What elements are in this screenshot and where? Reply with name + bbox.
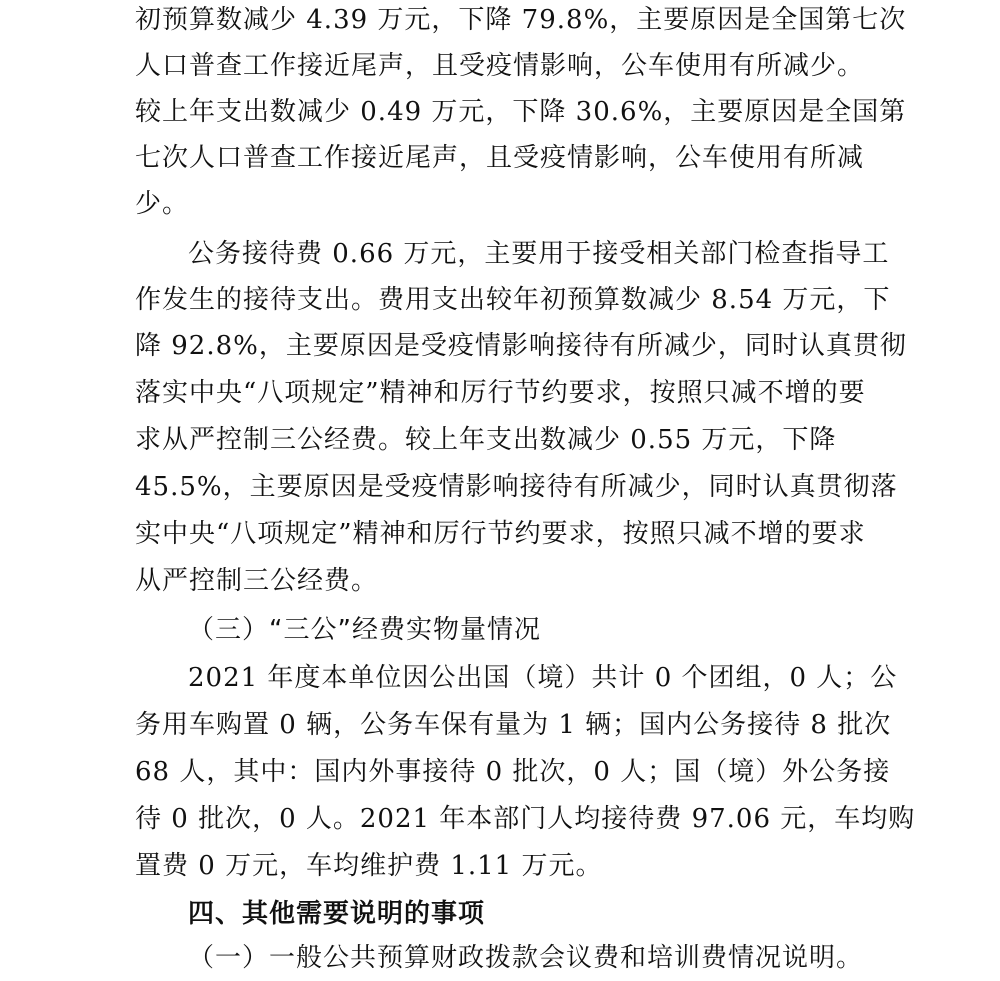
paragraph-line: 从严控制三公经费。: [135, 566, 379, 596]
paragraph-line: 公务接待费 0.66 万元，主要用于接受相关部门检查指导工: [188, 239, 890, 269]
paragraph-line: 实中央“八项规定”精神和厉行节约要求，按照只减不增的要求: [135, 519, 866, 549]
paragraph-line: 较上年支出数减少 0.49 万元，下降 30.6%，主要原因是全国第: [135, 97, 907, 127]
paragraph-line: 待 0 批次，0 人。2021 年本部门人均接待费 97.06 元，车均购: [135, 804, 916, 834]
paragraph-line: 七次人口普查工作接近尾声，且受疫情影响，公车使用有所减: [135, 143, 865, 173]
section-heading: 四、其他需要说明的事项: [188, 899, 486, 929]
paragraph-line: 置费 0 万元，车均维护费 1.11 万元。: [135, 851, 603, 881]
paragraph-line: 落实中央“八项规定”精神和厉行节约要求，按照只减不增的要: [135, 378, 866, 408]
paragraph-line: 降 92.8%，主要原因是受疫情影响接待有所减少，同时认真贯彻: [135, 331, 907, 361]
subsection-heading: （一）一般公共预算财政拨款会议费和培训费情况说明。: [188, 943, 864, 973]
paragraph-line: 45.5%，主要原因是受疫情影响接待有所减少，同时认真贯彻落: [135, 472, 898, 502]
paragraph-line: 求从严控制三公经费。较上年支出数减少 0.55 万元，下降: [135, 425, 837, 455]
paragraph-line: 务用车购置 0 辆，公务车保有量为 1 辆；国内公务接待 8 批次: [135, 710, 892, 740]
paragraph-line: 人口普查工作接近尾声，且受疫情影响，公车使用有所减少。: [135, 51, 865, 81]
paragraph-line: 初预算数减少 4.39 万元，下降 79.8%，主要原因是全国第七次: [135, 5, 907, 35]
paragraph-line: 作发生的接待支出。费用支出较年初预算数减少 8.54 万元，下: [135, 285, 891, 315]
paragraph-line: 2021 年度本单位因公出国（境）共计 0 个团组，0 人；公: [188, 663, 898, 693]
paragraph-line: 68 人，其中：国内外事接待 0 批次，0 人；国（境）外公务接: [135, 757, 891, 787]
section-heading: （三）“三公”经费实物量情况: [188, 615, 541, 645]
paragraph-line: 少。: [135, 189, 190, 219]
